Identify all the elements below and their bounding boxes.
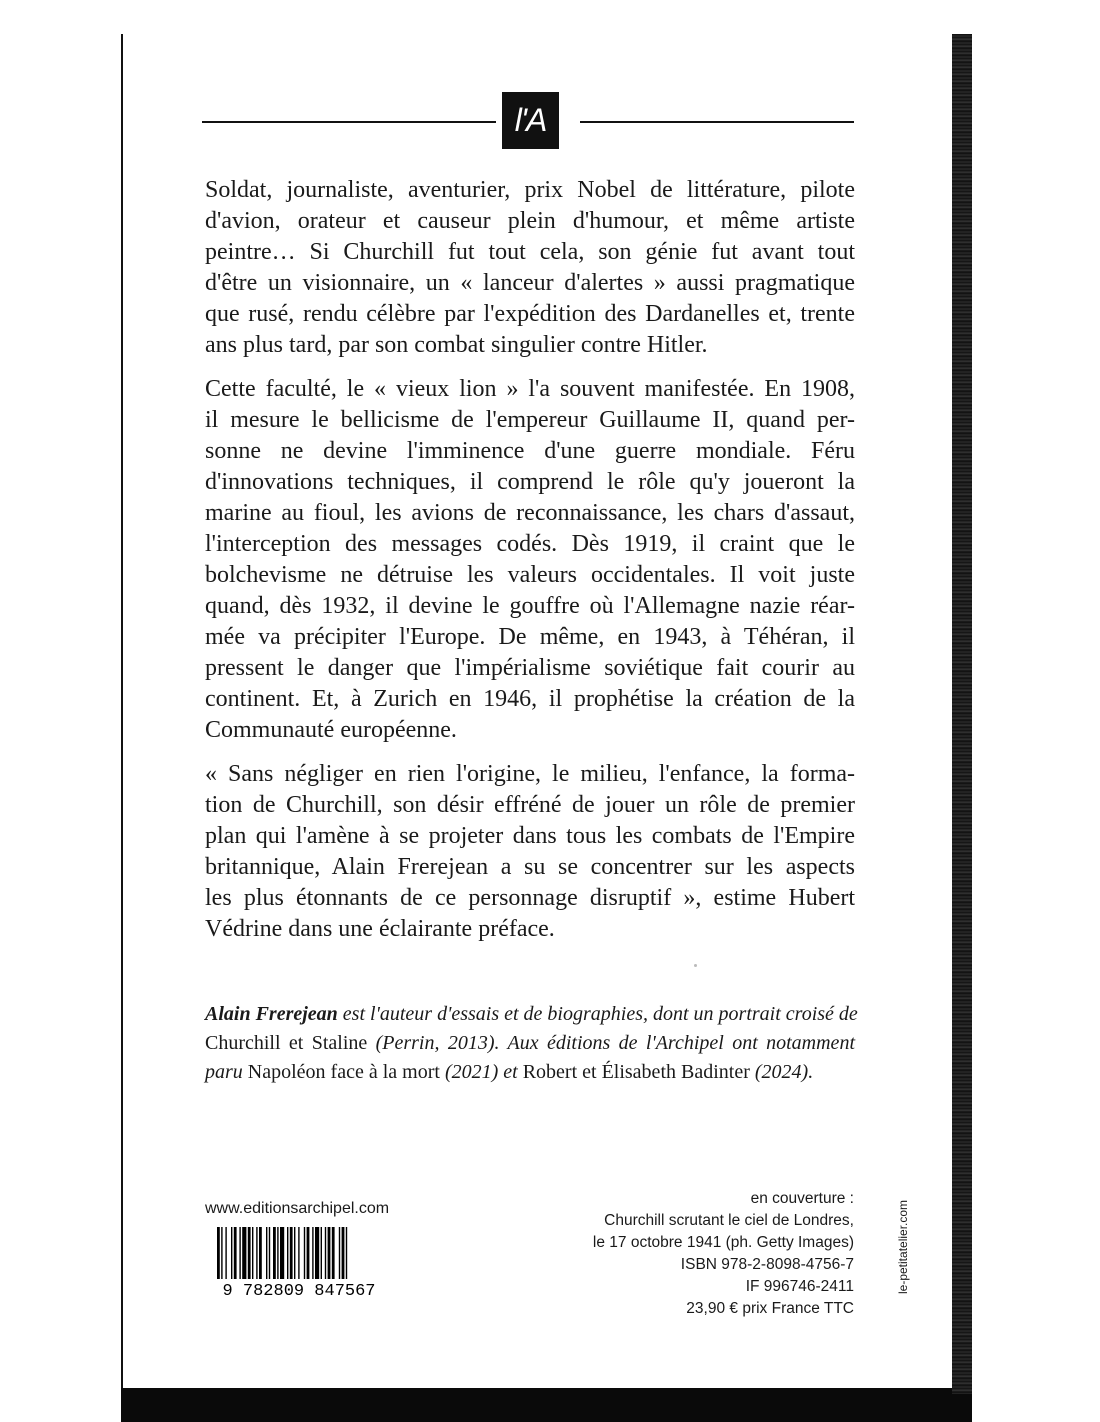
text-line: sonne ne devine l'imminence d'une guerre mondiale. Féru <box>205 438 855 464</box>
barcode-bar <box>342 1227 345 1279</box>
text-line: ans plus tard, par son combat singulier contre Hitler. <box>205 332 708 358</box>
barcode-bars <box>217 1227 347 1279</box>
text-line: britannique, Alain Frerejean a su se concentrer sur les aspects <box>205 854 855 880</box>
barcode-bar <box>273 1227 276 1279</box>
blurb-paragraph-1 <box>205 175 855 361</box>
barcode-bar <box>217 1227 220 1279</box>
author-bio <box>205 1000 858 1087</box>
text-line: pressent le danger que l'impérialisme soviétique fait courir au <box>205 655 855 681</box>
barcode-bar <box>231 1227 232 1279</box>
bio-text: (Perrin, 2013). Aux éditions de l'Archipel ont notamment <box>367 1032 855 1054</box>
publisher-logo <box>502 92 559 149</box>
barcode-bar <box>321 1227 322 1279</box>
barcode-bar <box>290 1227 293 1279</box>
text-line: Soldat, journaliste, aventurier, prix Nobel de littérature, pilote <box>205 177 855 203</box>
barcode-bar <box>248 1227 251 1279</box>
text-line: Communauté européenne. <box>205 717 457 743</box>
text-line: tion de Churchill, son désir effréné de jouer un rôle de premier <box>205 792 855 818</box>
text-line: d'avion, orateur et causeur plein d'humour, et même artiste <box>205 208 855 234</box>
text-line: quand, dès 1932, il devine le gouffre où l'Allemagne nazie réar- <box>205 593 855 619</box>
barcode-digits: 9 782809 847567 <box>222 1282 376 1297</box>
cover-line: Churchill scrutant le ciel de Londres, <box>604 1212 854 1229</box>
book-spine-edge <box>952 34 972 1394</box>
publisher-website: www.editionsarchipel.com <box>205 1200 390 1217</box>
barcode-bar <box>259 1227 262 1279</box>
text-line: bolchevisme ne détruise les valeurs occidentales. Il voit juste <box>205 562 855 588</box>
book-title: Robert et Élisabeth Badinter <box>517 1061 755 1083</box>
barcode-bar <box>256 1227 257 1279</box>
barcode-bar <box>242 1227 246 1279</box>
barcode-bar <box>325 1227 326 1279</box>
text-line: mée va précipiter l'Europe. De même, en 1943, à Téhéran, il <box>205 624 855 650</box>
barcode-bar <box>234 1227 237 1279</box>
bio-text: (2024). <box>754 1061 814 1083</box>
barcode-bar <box>269 1227 270 1279</box>
publisher-logo-text: l'A <box>514 102 547 138</box>
author-name: Alain Frerejean <box>205 1003 338 1025</box>
blurb-text <box>205 175 855 958</box>
barcode-bar <box>339 1227 340 1279</box>
text-line: continent. Et, à Zurich en 1946, il prophétise la création de la <box>205 686 855 712</box>
price-line: 23,90 € prix France TTC <box>686 1300 854 1317</box>
bio-text: paru <box>205 1061 243 1083</box>
scan-bottom-edge <box>121 1388 972 1422</box>
barcode-bar <box>328 1227 331 1279</box>
logo-rule-right <box>580 121 854 123</box>
scan-left-edge <box>121 34 123 1392</box>
barcode-bar <box>332 1227 335 1279</box>
barcode-bar <box>304 1227 305 1279</box>
design-credit: le-petitatelier.com <box>896 1200 910 1295</box>
barcode-bar <box>221 1227 222 1279</box>
blurb-paragraph-2 <box>205 374 855 746</box>
barcode-bar <box>346 1227 347 1279</box>
scan-speck <box>694 964 697 967</box>
bio-line-2 <box>205 1029 855 1058</box>
barcode-bar <box>315 1227 319 1279</box>
logo-rule-left <box>202 121 496 123</box>
bio-line-1 <box>205 1000 858 1029</box>
book-title: Napoléon face à la mort <box>242 1061 445 1083</box>
bio-text: est l'auteur d'essais et de biographies, dont un portrait croisé de <box>337 1003 858 1025</box>
cover-credits <box>540 1188 854 1320</box>
text-line: peintre… Si Churchill fut tout cela, son génie fut avant tout <box>205 239 855 265</box>
text-line: marine au fioul, les avions de reconnaissance, les chars d'assaut, <box>205 500 855 526</box>
barcode-bar <box>287 1227 288 1279</box>
cover-line: en couverture : <box>750 1190 854 1207</box>
text-line: il mesure le bellicisme de l'empereur Guillaume II, quand per- <box>205 407 855 433</box>
text-line: les plus étonnants de ce personnage disruptif », estime Hubert <box>205 885 855 911</box>
text-line: « Sans négliger en rien l'origine, le milieu, l'enfance, la forma- <box>205 761 855 787</box>
isbn-line: ISBN 978-2-8098-4756-7 <box>680 1256 854 1273</box>
text-line: Védrine dans une éclairante préface. <box>205 916 555 942</box>
text-line: que rusé, rendu célèbre par l'expédition des Dardanelles et, trente <box>205 301 855 327</box>
barcode-bar <box>280 1227 284 1279</box>
blurb-paragraph-3 <box>205 759 855 945</box>
bio-text: (2021) et <box>444 1061 518 1083</box>
barcode-bar <box>239 1227 240 1279</box>
bio-line-3 <box>205 1058 855 1087</box>
text-line: plan qui l'amène à se projeter dans tous les combats de l'Empire <box>205 823 855 849</box>
book-title: Churchill et Staline <box>205 1032 368 1054</box>
text-line: d'innovations techniques, il comprend le rôle qu'y joueront la <box>205 469 855 495</box>
barcode-bar <box>298 1227 299 1279</box>
text-line: l'interception des messages codés. Dès 1919, il craint que le <box>205 531 855 557</box>
barcode-bar <box>225 1227 226 1279</box>
text-line: Cette faculté, le « vieux lion » l'a souvent manifestée. En 1908, <box>205 376 855 402</box>
barcode-bar <box>294 1227 295 1279</box>
cover-line: le 17 octobre 1941 (ph. Getty Images) <box>592 1234 854 1251</box>
barcode-bar <box>266 1227 267 1279</box>
barcode-bar <box>307 1227 310 1279</box>
barcode-bar <box>277 1227 278 1279</box>
if-line: IF 996746-2411 <box>745 1278 854 1295</box>
barcode-bar <box>312 1227 313 1279</box>
isbn-barcode <box>205 1225 393 1297</box>
barcode-bar <box>252 1227 253 1279</box>
text-line: d'être un visionnaire, un « lanceur d'alertes » aussi pragmatique <box>205 270 855 296</box>
